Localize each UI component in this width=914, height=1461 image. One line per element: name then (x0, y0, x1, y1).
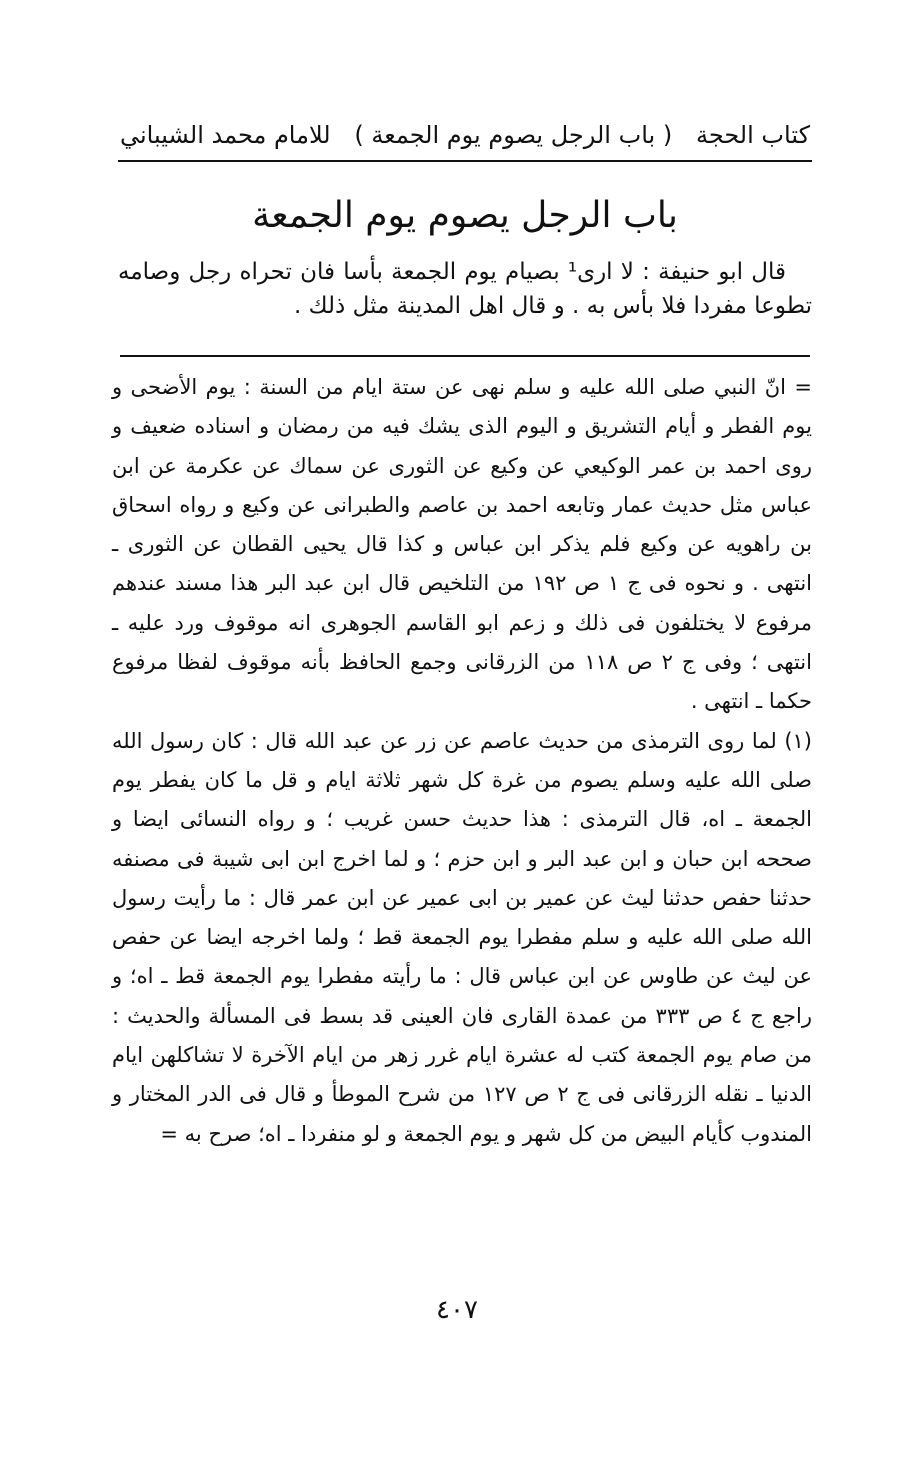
chapter-running-title: ( باب الرجل يصوم يوم الجمعة ) (354, 121, 673, 149)
page-number: ٤٠٧ (436, 1295, 478, 1325)
book-title: كتاب الحجة (695, 121, 810, 149)
author-name: للامام محمد الشيباني (120, 121, 331, 149)
main-text (118, 255, 812, 323)
running-header (120, 112, 810, 158)
footnotes (112, 368, 812, 1154)
footnote-1: (١) لما روى الترمذى من حديث عاصم عن زر عن عبد الله قال : كان رسول الله صلى الله عليه وسلم يصوم من غرة كل شهر ثلاثة ايام و قل ما كان يفطر يوم الجمعة ـ اه، قال الترمذى : هذا حديث حسن غريب ؛ و رواه النسائى ايضا و صححه ابن حبان و ابن عبد البر و ابن حزم ؛ و لما اخرج ابن ابى شيبة فى مصنفه حدثنا حفص حدثنا ليث عن عمير بن ابى عمير عن ابن عمر قال : ما رأيت رسول الله صلى الله عليه و سلم مفطرا يوم الجمعة قط ؛ ولما اخرجه ايضا عن حفص عن ليث عن طاوس عن ابن عباس قال : ما رأيته مفطرا يوم الجمعة قط ـ اه؛ و راجع ج ٤ ص ٣٣٣ من عمدة القارى فان العينى قد بسط فى المسألة والحديث : من صام يوم الجمعة كتب له عشرة ايام غرر زهر من ايام الآخرة لا تشاكلهن ايام الدنيا ـ نقله الزرقانى فى ج ٢ ص ١٢٧ من شرح الموطأ و قال فى الدر المختار و المندوب كأيام البيض من كل شهر و يوم الجمعة و لو منفردا ـ اه؛ صرح به = (112, 728, 813, 1146)
footnote-divider (120, 355, 810, 357)
chapter-title: باب الرجل يصوم يوم الجمعة (252, 195, 678, 236)
main-paragraph: قال ابو حنيفة : لا ارى¹ بصيام يوم الجمعة بأسا فان تحراه رجل وصامه تطوعا مفردا فلا بأس به . و قال اهل المدينة مثل ذلك . (118, 259, 812, 319)
footnote-continuation: = انّ النبي صلى الله عليه و سلم نهى عن ستة ايام من السنة : يوم الأضحى و يوم الفطر و أيام التشريق و اليوم الذى يشك فيه من رمضان و اسناده ضعيف و روى احمد بن عمر الوكيعي عن وكيع عن الثورى عن سماك عن عكرمة عن ابن عباس مثل حديث عمار وتابعه احمد بن عاصم والطبرانى عن وكيع و رواه اسحاق بن راهويه عن وكيع فلم يذكر ابن عباس و كذا قال يحيى القطان عن الثورى ـ انتهى . و نحوه فى ج ١ ص ١٩٢ من التلخيص قال ابن عبد البر هذا مسند عندهم مرفوع لا يختلفون فى ذلك و زعم ابو القاسم الجوهرى انه موقوف ورد عليه ـ انتهى ؛ وفى ج ٢ ص ١١٨ من الزرقانى وجمع الحافظ بأنه موقوف لفظا مرفوع حكما ـ انتهى . (112, 375, 813, 714)
header-divider (118, 160, 812, 162)
